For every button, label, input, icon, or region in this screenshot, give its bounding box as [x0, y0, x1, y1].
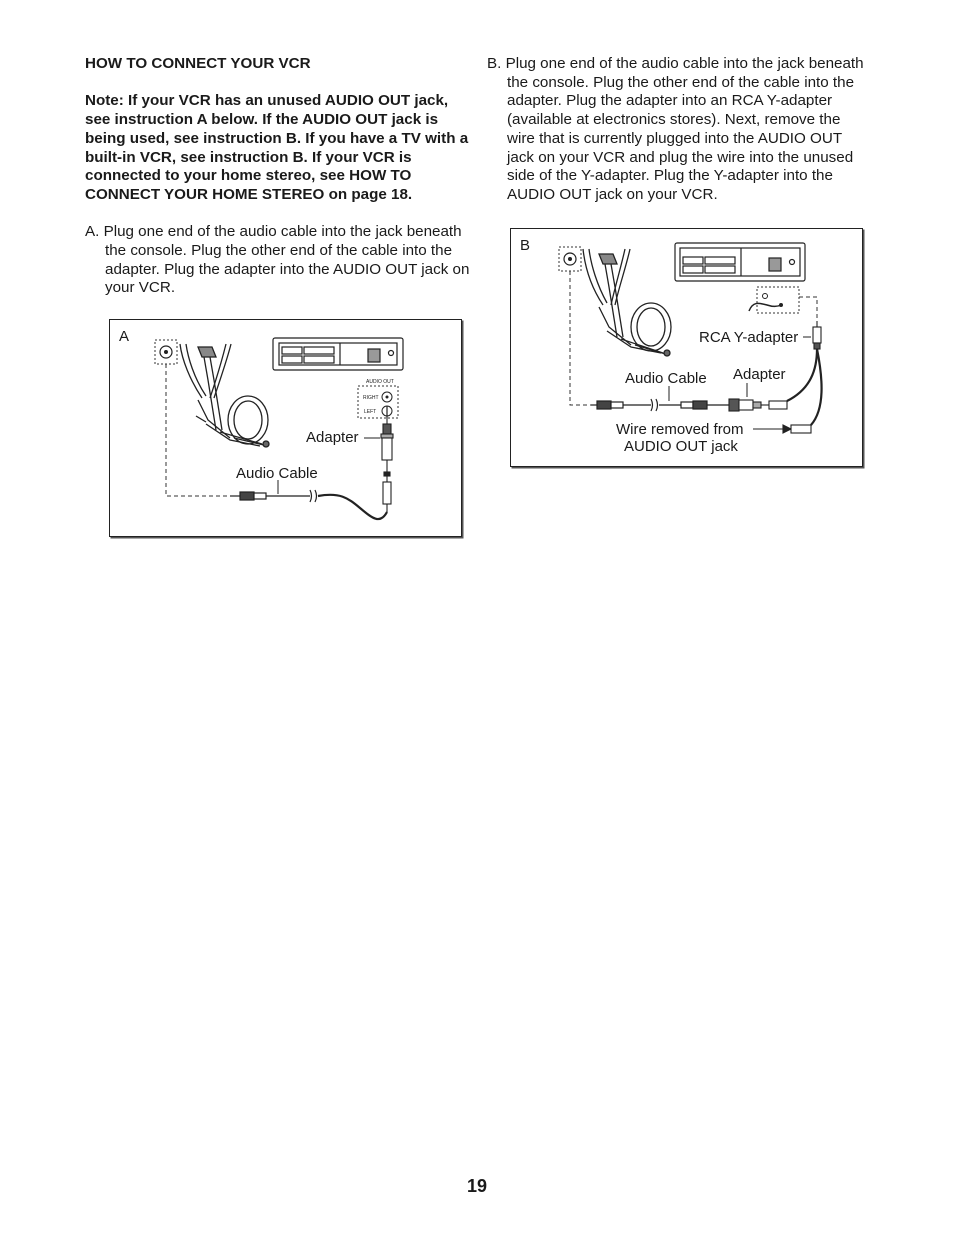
instruction-b: B. Plug one end of the audio cable into the jack beneath the console. Plug the other end of the cable into the adapter. Plug the adapter into an RCA Y-adapter (available at electronics stores). Next, remove the wire that is currently plugged into the AUDIO OUT jack on your VCR and plug the wire into the unused side of the Y-adapter. Plug the Y-adapter into the AUDIO OUT jack on your VCR. [487, 55, 864, 203]
page-number: 19 [466, 1176, 488, 1196]
console-jack-icon [559, 247, 581, 271]
section-heading: HOW TO CONNECT YOUR VCR [85, 55, 311, 72]
audio-cable-icon [591, 399, 729, 411]
wire-removed-label-line1: Wire removed from [616, 421, 744, 438]
audio-cable-icon [230, 490, 387, 519]
wire-removed-label-line2: AUDIO OUT jack [624, 438, 738, 455]
figure-a-diagram [110, 320, 461, 536]
dashed-routing-line [570, 271, 591, 405]
right-label: RIGHT [363, 395, 379, 401]
adapter-label: Adapter [306, 429, 359, 446]
note-paragraph: Note: If your VCR has an unused AUDIO OUT jack, see instruction A below. If the AUDIO OUT jack is being used, see instruction B. If you have a TV with a built-in VCR, see instruction B. If your VCR is connected to your home stereo, see HOW TO CONNECT YOUR HOME STEREO on page 18. [85, 92, 469, 203]
elliptical-trainer-icon [583, 249, 671, 356]
vcr-icon [675, 243, 805, 281]
audio-out-jack-icon [749, 287, 799, 313]
figure-b [510, 228, 863, 467]
audio-cable-label: Audio Cable [236, 465, 318, 482]
left-label: LEFT [364, 409, 377, 415]
left-column [85, 55, 470, 298]
adapter-label: Adapter [733, 366, 786, 383]
audio-out-panel [358, 379, 398, 418]
console-jack-icon [155, 340, 177, 364]
adapter-plug-icon [381, 418, 393, 512]
figure-b-letter: B [520, 237, 531, 254]
y-adapter-dashed-line [799, 297, 817, 321]
audio-out-panel-title: AUDIO OUT [366, 379, 394, 385]
right-column [487, 55, 872, 205]
removed-wire-icon [753, 425, 811, 433]
vcr-icon [273, 338, 403, 370]
figure-a [109, 319, 462, 537]
adapter-icon [729, 399, 787, 411]
instruction-a: A. Plug one end of the audio cable into the jack beneath the console. Plug the other end of the cable into the adapter. Plug the adapter into the AUDIO OUT jack on your VCR. [85, 223, 470, 297]
elliptical-trainer-icon [180, 344, 269, 447]
rca-y-adapter-label: RCA Y-adapter [699, 329, 799, 346]
figure-a-letter: A [119, 328, 130, 345]
figure-b-diagram [511, 229, 862, 466]
audio-cable-label: Audio Cable [625, 370, 707, 387]
